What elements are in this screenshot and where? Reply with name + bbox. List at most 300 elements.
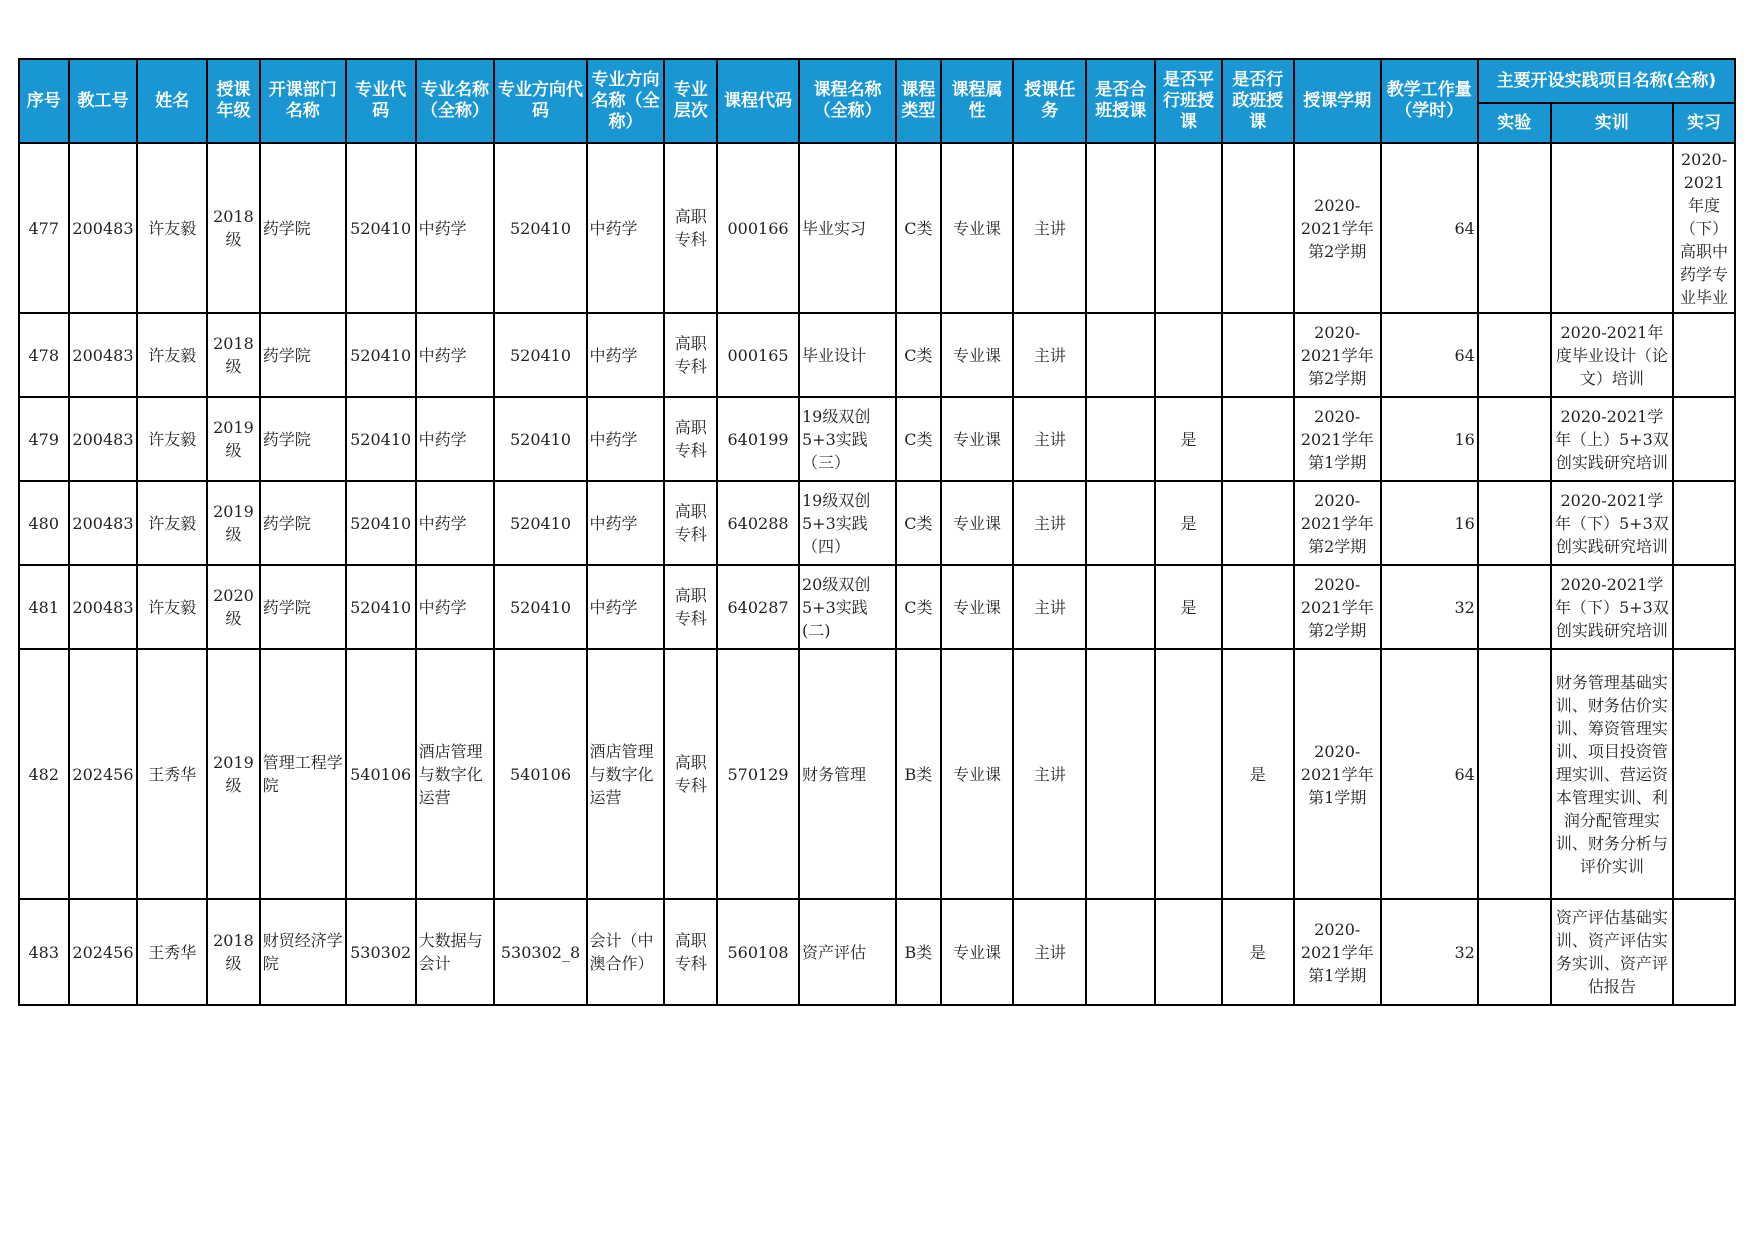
col-header-course-code: 课程代码 <box>717 59 799 143</box>
cell-text: 2019级 <box>213 502 254 544</box>
cell-staff-id <box>69 397 138 481</box>
col-header-admin-class: 是否行政班授课 <box>1222 59 1294 143</box>
col-header-workload: 教学工作量（学时） <box>1381 59 1478 143</box>
cell-direction-code <box>494 565 586 649</box>
cell-text: 200483 <box>72 597 134 617</box>
cell-course-type <box>896 143 941 313</box>
cell-text: 2020-2021学年（下）5+3双创实践研究培训 <box>1555 574 1669 640</box>
col-header-combined-class: 是否合班授课 <box>1086 59 1155 143</box>
cell-text: 是 <box>1180 597 1197 617</box>
cell-major-code <box>346 313 416 397</box>
cell-text: 32 <box>1454 597 1475 617</box>
cell-text: 是 <box>1249 942 1266 962</box>
cell-experiment <box>1478 397 1551 481</box>
cell-course-attr <box>941 565 1014 649</box>
col-header-direction-name: 专业方向名称（全称） <box>587 59 665 143</box>
cell-text: 520410 <box>350 429 412 449</box>
cell-seq <box>19 899 69 1005</box>
cell-combined-class <box>1086 313 1155 397</box>
table-header <box>19 59 1735 143</box>
cell-text: 483 <box>28 942 60 962</box>
cell-level <box>664 481 717 565</box>
cell-name <box>137 143 207 313</box>
cell-text: 大数据与会计 <box>418 931 483 973</box>
cell-text: 000165 <box>727 345 789 365</box>
cell-text: 专业课 <box>953 764 1002 784</box>
cell-text: C类 <box>904 513 933 533</box>
col-header-staff-id: 教工号 <box>69 59 138 143</box>
cell-training <box>1551 565 1673 649</box>
cell-text: 520410 <box>350 218 412 238</box>
cell-major-name <box>416 565 495 649</box>
cell-semester <box>1294 397 1381 481</box>
cell-department <box>260 481 346 565</box>
col-header-direction-code: 专业方向代码 <box>494 59 586 143</box>
cell-task <box>1013 649 1086 899</box>
cell-major-name <box>416 397 495 481</box>
cell-course-attr <box>941 649 1014 899</box>
cell-direction-code <box>494 313 586 397</box>
cell-text: 中药学 <box>418 513 467 533</box>
cell-task <box>1013 565 1086 649</box>
cell-direction-name <box>587 397 665 481</box>
cell-direction-code <box>494 143 586 313</box>
cell-text: 2020-2021年度（下）高职中药学专业毕业 <box>1680 149 1729 307</box>
cell-text: 主讲 <box>1033 345 1066 365</box>
cell-text: 2020-2021学年第1学期 <box>1300 741 1374 807</box>
cell-admin-class <box>1222 565 1294 649</box>
cell-text: 2018级 <box>213 334 254 376</box>
cell-workload <box>1381 481 1478 565</box>
cell-text: 财贸经济学院 <box>262 931 343 973</box>
cell-text: 主讲 <box>1033 429 1066 449</box>
cell-seq <box>19 143 69 313</box>
cell-parallel-class <box>1155 397 1222 481</box>
cell-admin-class <box>1222 899 1294 1005</box>
cell-text: 高职专科 <box>674 207 707 249</box>
table-row <box>19 899 1735 1005</box>
cell-level <box>664 313 717 397</box>
cell-parallel-class <box>1155 313 1222 397</box>
cell-direction-name <box>587 313 665 397</box>
cell-course-type <box>896 397 941 481</box>
cell-text: 财务管理 <box>802 764 867 784</box>
cell-course-attr <box>941 899 1014 1005</box>
cell-direction-name <box>587 899 665 1005</box>
cell-course-name <box>799 397 896 481</box>
cell-text: 16 <box>1454 429 1475 449</box>
cell-grade <box>207 143 260 313</box>
cell-text: C类 <box>904 597 933 617</box>
cell-text: 477 <box>28 218 60 238</box>
cell-grade <box>207 481 260 565</box>
cell-combined-class <box>1086 565 1155 649</box>
cell-training <box>1551 397 1673 481</box>
cell-direction-name <box>587 565 665 649</box>
cell-training <box>1551 899 1673 1005</box>
cell-text: C类 <box>904 218 933 238</box>
cell-text: 财务管理基础实训、财务估价实训、筹资管理实训、项目投资管理实训、营运资本管理实训、利润分配管理实训、财务分析与评价实训 <box>1555 672 1668 876</box>
cell-text: 530302_8 <box>500 942 581 962</box>
cell-combined-class <box>1086 143 1155 313</box>
table-row <box>19 649 1735 899</box>
cell-course-name <box>799 143 896 313</box>
cell-experiment <box>1478 649 1551 899</box>
cell-text: 64 <box>1454 218 1475 238</box>
cell-text: 是 <box>1249 764 1266 784</box>
cell-text: 570129 <box>727 764 789 784</box>
cell-text: 000166 <box>727 218 789 238</box>
cell-text: 许友毅 <box>148 513 197 533</box>
cell-parallel-class <box>1155 143 1222 313</box>
cell-course-attr <box>941 313 1014 397</box>
cell-text: 主讲 <box>1033 597 1066 617</box>
cell-training <box>1551 313 1673 397</box>
cell-text: B类 <box>904 764 933 784</box>
cell-text: 王秀华 <box>148 942 197 962</box>
cell-name <box>137 313 207 397</box>
cell-text: 酒店管理与数字化运营 <box>589 741 654 807</box>
cell-text: 202456 <box>72 942 134 962</box>
cell-course-code <box>717 397 799 481</box>
cell-text: 560108 <box>727 942 789 962</box>
cell-department <box>260 397 346 481</box>
cell-major-name <box>416 481 495 565</box>
cell-department <box>260 649 346 899</box>
cell-text: 520410 <box>350 597 412 617</box>
cell-text: 202456 <box>72 764 134 784</box>
cell-grade <box>207 899 260 1005</box>
cell-text: 16 <box>1454 513 1475 533</box>
cell-text: B类 <box>904 942 933 962</box>
cell-direction-code <box>494 649 586 899</box>
cell-major-code <box>346 899 416 1005</box>
cell-text: 2018级 <box>213 931 254 973</box>
cell-text: 中药学 <box>589 597 638 617</box>
cell-major-code <box>346 649 416 899</box>
cell-text: 200483 <box>72 218 134 238</box>
cell-text: 530302 <box>350 942 412 962</box>
cell-text: 专业课 <box>953 513 1002 533</box>
cell-direction-code <box>494 899 586 1005</box>
cell-grade <box>207 397 260 481</box>
cell-text: 高职专科 <box>674 753 707 795</box>
cell-internship <box>1673 313 1735 397</box>
cell-staff-id <box>69 143 138 313</box>
table-body <box>19 143 1735 1005</box>
col-header-course-name: 课程名称（全称） <box>799 59 896 143</box>
cell-major-name <box>416 649 495 899</box>
cell-internship <box>1673 899 1735 1005</box>
teaching-workload-table <box>18 58 1736 1006</box>
cell-department <box>260 313 346 397</box>
cell-seq <box>19 649 69 899</box>
cell-name <box>137 565 207 649</box>
cell-course-type <box>896 649 941 899</box>
cell-text: 是 <box>1180 513 1197 533</box>
cell-combined-class <box>1086 899 1155 1005</box>
cell-name <box>137 397 207 481</box>
cell-course-code <box>717 565 799 649</box>
cell-text: 2020-2021学年第2学期 <box>1300 490 1374 556</box>
cell-seq <box>19 565 69 649</box>
cell-text: 中药学 <box>418 429 467 449</box>
cell-course-code <box>717 313 799 397</box>
cell-department <box>260 899 346 1005</box>
col-header-task: 授课任务 <box>1013 59 1086 143</box>
cell-text: C类 <box>904 429 933 449</box>
cell-staff-id <box>69 899 138 1005</box>
cell-text: 许友毅 <box>148 218 197 238</box>
cell-text: 中药学 <box>589 429 638 449</box>
col-header-training: 实训 <box>1551 103 1673 143</box>
cell-text: 酒店管理与数字化运营 <box>418 741 483 807</box>
cell-text: 640199 <box>727 429 789 449</box>
cell-text: 中药学 <box>418 597 467 617</box>
cell-direction-name <box>587 143 665 313</box>
cell-grade <box>207 649 260 899</box>
col-header-grade: 授课年级 <box>207 59 260 143</box>
cell-department <box>260 565 346 649</box>
cell-text: 478 <box>28 345 60 365</box>
cell-text: 520410 <box>350 513 412 533</box>
cell-direction-name <box>587 649 665 899</box>
cell-course-type <box>896 481 941 565</box>
cell-text: 2020-2021学年（上）5+3双创实践研究培训 <box>1555 406 1669 472</box>
cell-text: 中药学 <box>589 513 638 533</box>
cell-staff-id <box>69 313 138 397</box>
cell-text: 2019级 <box>213 418 254 460</box>
cell-semester <box>1294 565 1381 649</box>
cell-text: 19级双创5+3实践（四） <box>802 490 871 556</box>
cell-text: 药学院 <box>262 513 311 533</box>
cell-text: 毕业设计 <box>802 345 867 365</box>
cell-course-name <box>799 565 896 649</box>
cell-level <box>664 565 717 649</box>
cell-text: 主讲 <box>1033 513 1066 533</box>
cell-course-code <box>717 899 799 1005</box>
cell-text: 64 <box>1454 345 1475 365</box>
cell-semester <box>1294 649 1381 899</box>
col-header-level: 专业层次 <box>664 59 717 143</box>
cell-text: 专业课 <box>953 597 1002 617</box>
cell-combined-class <box>1086 649 1155 899</box>
cell-text: 许友毅 <box>148 429 197 449</box>
cell-text: 540106 <box>509 764 572 784</box>
cell-task <box>1013 397 1086 481</box>
cell-text: 20级双创5+3实践(二) <box>802 574 871 640</box>
cell-parallel-class <box>1155 899 1222 1005</box>
cell-department <box>260 143 346 313</box>
cell-seq <box>19 481 69 565</box>
cell-text: 2020-2021学年第2学期 <box>1300 322 1374 388</box>
cell-parallel-class <box>1155 481 1222 565</box>
col-header-semester: 授课学期 <box>1294 59 1381 143</box>
cell-text: 许友毅 <box>148 597 197 617</box>
cell-text: 520410 <box>509 218 572 238</box>
cell-internship <box>1673 143 1735 313</box>
cell-course-type <box>896 313 941 397</box>
cell-text: 许友毅 <box>148 345 197 365</box>
cell-seq <box>19 313 69 397</box>
cell-grade <box>207 565 260 649</box>
cell-course-code <box>717 481 799 565</box>
cell-task <box>1013 143 1086 313</box>
cell-training <box>1551 649 1673 899</box>
cell-text: 2020-2021学年第2学期 <box>1300 574 1374 640</box>
cell-direction-code <box>494 397 586 481</box>
cell-text: 200483 <box>72 513 134 533</box>
col-header-practice-group: 主要开设实践项目名称(全称) <box>1478 59 1735 103</box>
cell-course-name <box>799 649 896 899</box>
cell-text: 是 <box>1180 429 1197 449</box>
cell-parallel-class <box>1155 565 1222 649</box>
col-header-course-attr: 课程属性 <box>941 59 1014 143</box>
cell-name <box>137 649 207 899</box>
cell-text: 200483 <box>72 429 134 449</box>
cell-text: 专业课 <box>953 429 1002 449</box>
cell-text: 2020-2021学年第2学期 <box>1300 195 1374 261</box>
cell-text: 主讲 <box>1033 942 1066 962</box>
cell-major-name <box>416 313 495 397</box>
cell-workload <box>1381 143 1478 313</box>
cell-text: 540106 <box>350 764 412 784</box>
cell-level <box>664 649 717 899</box>
cell-experiment <box>1478 481 1551 565</box>
cell-experiment <box>1478 143 1551 313</box>
cell-workload <box>1381 649 1478 899</box>
cell-major-name <box>416 899 495 1005</box>
cell-text: 480 <box>28 513 60 533</box>
cell-text: 2018级 <box>213 207 254 249</box>
cell-text: 2019级 <box>213 753 254 795</box>
cell-name <box>137 481 207 565</box>
cell-text: 毕业实习 <box>802 218 867 238</box>
cell-internship <box>1673 565 1735 649</box>
cell-text: 王秀华 <box>148 764 197 784</box>
cell-text: 2020-2021学年第1学期 <box>1300 406 1374 472</box>
cell-course-code <box>717 143 799 313</box>
cell-level <box>664 397 717 481</box>
cell-combined-class <box>1086 397 1155 481</box>
cell-text: 中药学 <box>418 218 467 238</box>
cell-admin-class <box>1222 397 1294 481</box>
cell-course-name <box>799 313 896 397</box>
table-row <box>19 565 1735 649</box>
cell-text: 专业课 <box>953 942 1002 962</box>
cell-experiment <box>1478 899 1551 1005</box>
cell-level <box>664 143 717 313</box>
cell-task <box>1013 313 1086 397</box>
cell-seq <box>19 397 69 481</box>
cell-internship <box>1673 481 1735 565</box>
cell-text: 520410 <box>350 345 412 365</box>
cell-experiment <box>1478 565 1551 649</box>
col-header-seq: 序号 <box>19 59 69 143</box>
cell-text: 32 <box>1454 942 1475 962</box>
cell-major-code <box>346 143 416 313</box>
cell-text: 管理工程学院 <box>262 753 343 795</box>
cell-major-code <box>346 481 416 565</box>
cell-admin-class <box>1222 649 1294 899</box>
cell-experiment <box>1478 313 1551 397</box>
cell-course-attr <box>941 397 1014 481</box>
cell-name <box>137 899 207 1005</box>
cell-staff-id <box>69 565 138 649</box>
cell-course-name <box>799 899 896 1005</box>
cell-workload <box>1381 565 1478 649</box>
table-row <box>19 481 1735 565</box>
cell-course-name <box>799 481 896 565</box>
col-header-course-type: 课程类型 <box>896 59 941 143</box>
cell-major-name <box>416 143 495 313</box>
cell-major-code <box>346 565 416 649</box>
table-row <box>19 313 1735 397</box>
cell-course-type <box>896 899 941 1005</box>
cell-text: 资产评估基础实训、资产评估实务实训、资产评估报告 <box>1555 908 1668 996</box>
cell-text: 药学院 <box>262 597 311 617</box>
cell-admin-class <box>1222 313 1294 397</box>
cell-text: 高职专科 <box>674 502 707 544</box>
cell-text: 中药学 <box>589 345 638 365</box>
cell-course-attr <box>941 143 1014 313</box>
cell-semester <box>1294 899 1381 1005</box>
col-header-experiment: 实验 <box>1478 103 1551 143</box>
cell-text: 主讲 <box>1033 218 1066 238</box>
cell-text: 19级双创5+3实践（三） <box>802 406 871 472</box>
cell-text: 主讲 <box>1033 764 1066 784</box>
col-header-department: 开课部门名称 <box>260 59 346 143</box>
cell-workload <box>1381 397 1478 481</box>
cell-workload <box>1381 899 1478 1005</box>
cell-text: 482 <box>28 764 60 784</box>
cell-text: 中药学 <box>589 218 638 238</box>
cell-course-type <box>896 565 941 649</box>
cell-text: 2020级 <box>213 586 254 628</box>
cell-staff-id <box>69 481 138 565</box>
cell-text: 640287 <box>727 597 789 617</box>
cell-text: 2020-2021年度毕业设计（论文）培训 <box>1555 322 1668 388</box>
cell-training <box>1551 143 1673 313</box>
cell-text: 资产评估 <box>802 942 867 962</box>
cell-semester <box>1294 143 1381 313</box>
cell-major-code <box>346 397 416 481</box>
cell-staff-id <box>69 649 138 899</box>
cell-text: 520410 <box>509 597 572 617</box>
cell-task <box>1013 899 1086 1005</box>
col-header-internship: 实习 <box>1673 103 1735 143</box>
cell-course-attr <box>941 481 1014 565</box>
cell-task <box>1013 481 1086 565</box>
cell-text: 520410 <box>509 429 572 449</box>
cell-direction-code <box>494 481 586 565</box>
cell-workload <box>1381 313 1478 397</box>
cell-text: 2020-2021学年第1学期 <box>1300 919 1374 985</box>
cell-text: 专业课 <box>953 218 1002 238</box>
table-row <box>19 143 1735 313</box>
cell-text: 64 <box>1454 764 1475 784</box>
cell-text: 200483 <box>72 345 134 365</box>
cell-text: 520410 <box>509 513 572 533</box>
cell-parallel-class <box>1155 649 1222 899</box>
cell-text: 479 <box>28 429 60 449</box>
cell-text: 药学院 <box>262 429 311 449</box>
cell-text: 药学院 <box>262 218 311 238</box>
cell-combined-class <box>1086 481 1155 565</box>
col-header-major-name: 专业名称（全称） <box>416 59 495 143</box>
col-header-name: 姓名 <box>137 59 207 143</box>
cell-text: 520410 <box>509 345 572 365</box>
